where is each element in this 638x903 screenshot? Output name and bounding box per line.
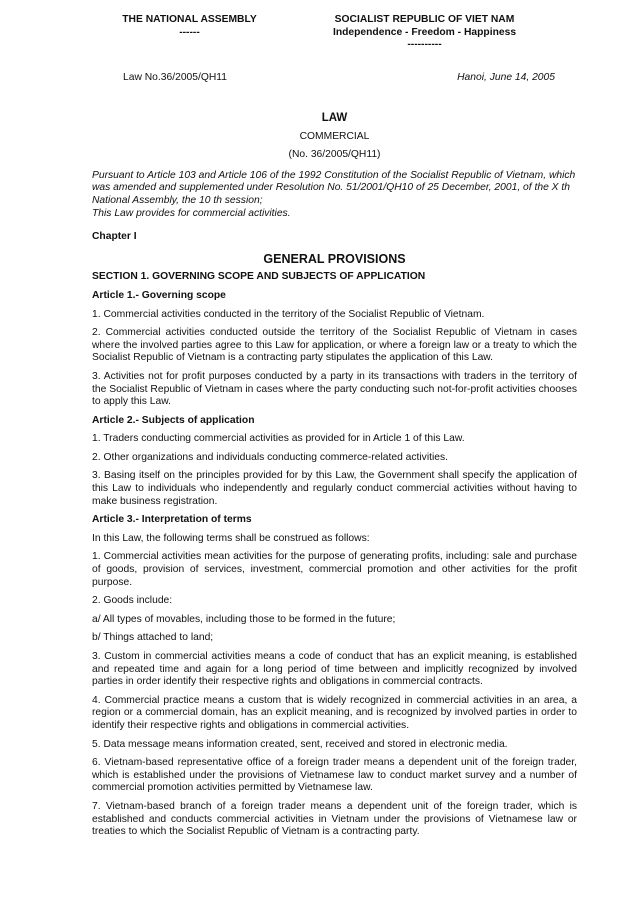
article-3-para: 5. Data message means information created, sent, received and stored in electronic media. bbox=[92, 738, 508, 750]
article-1-heading: Article 1.- Governing scope bbox=[92, 289, 226, 301]
law-name: COMMERCIAL bbox=[299, 130, 370, 142]
article-3-para: 4. Commercial practice means a custom that is widely recognized in commercial activities in an area, a region or a commercial domain, has an explicit meaning, and is recognized by involved parties in order to identify their respective rights and obligations in commercial activities. bbox=[92, 694, 577, 731]
article-3-para: 3. Custom in commercial activities means a code of conduct that has an explicit meaning, is established and repeated time and again for a long period of time between and implicitly recognized by involved parties in order identify their respective rights and obligations in commercial contracts. bbox=[92, 651, 577, 688]
chapter-label: Chapter I bbox=[92, 231, 137, 243]
section-heading: SECTION 1. GOVERNING SCOPE AND SUBJECTS OF APPLICATION bbox=[92, 271, 426, 283]
article-1-para: 3. Activities not for profit purposes conducted by a party in its transactions with traders in the territory of the Socialist Republic of Vietnam in cases where the party conducting such not-for-profit activities chooses to apply this Law. bbox=[92, 370, 577, 408]
law-heading: LAW bbox=[321, 112, 348, 124]
article-2-para: 3. Basing itself on the principles provided for by this Law, the Government shall specify the application of this Law to individuals who independently and regularly conduct commercial activities without having to make business registration. bbox=[92, 470, 577, 507]
article-3-heading: Article 3.- Interpretation of terms bbox=[92, 514, 252, 526]
law-code: (No. 36/2005/QH11) bbox=[288, 149, 381, 161]
law-number: Law No.36/2005/QH11 bbox=[123, 72, 227, 83]
article-3-para: 2. Goods include: bbox=[92, 595, 173, 607]
document-header bbox=[92, 14, 577, 86]
preamble-scope: This Law provides for commercial activities. bbox=[92, 207, 291, 219]
state-title: SOCIALIST REPUBLIC OF VIET NAM bbox=[334, 14, 515, 25]
preamble bbox=[92, 170, 577, 220]
article-3-para: 6. Vietnam-based representative office of a foreign trader means a dependent unit of the foreign trader, which is established under the provisions of Vietnamese law to conduct market survey and a number of commercial promotion activities permitted by Vietnamese law. bbox=[92, 757, 577, 794]
article-1-para: 1. Commercial activities conducted in the territory of the Socialist Republic of Vietnam. bbox=[92, 308, 485, 320]
article-3-para: b/ Things attached to land; bbox=[92, 632, 214, 644]
article-3-para: In this Law, the following terms shall be construed as follows: bbox=[92, 532, 370, 544]
issuer-title: THE NATIONAL ASSEMBLY bbox=[122, 14, 257, 25]
issue-date: Hanoi, June 14, 2005 bbox=[457, 72, 555, 83]
state-dash: ---------- bbox=[407, 39, 442, 51]
article-2-heading: Article 2.- Subjects of application bbox=[92, 414, 255, 426]
issuer-dash: ------ bbox=[179, 26, 200, 38]
issuer-block bbox=[102, 14, 277, 39]
chapter-title: GENERAL PROVISIONS bbox=[263, 251, 406, 266]
state-motto: Independence - Freedom - Happiness bbox=[332, 26, 517, 38]
article-3-para: 7. Vietnam-based branch of a foreign trader means a dependent unit of the foreign trader, which is established and conducts commercial activities in Vietnam under the provisions of Vietnamese law or treaties to which the Socialist Republic of Vietnam is a contracting party. bbox=[92, 800, 577, 838]
article-3-para: 1. Commercial activities mean activities for the purpose of generating profits, including: sale and purchase of goods, provision of services, investment, commercial promotion and other activities for the profit purpose. bbox=[92, 551, 577, 588]
document-page bbox=[92, 14, 577, 839]
state-block bbox=[297, 14, 552, 52]
preamble-basis: Pursuant to Article 103 and Article 106 of the 1992 Constitution of the Socialist Republic of Vietnam, which was amended and supplemented under Resolution No. 51/2001/QH10 of 25 December, 2001, of the X th National Assembly, the 10 th session; bbox=[92, 169, 576, 206]
article-3-para: a/ All types of movables, including those to be formed in the future; bbox=[92, 613, 396, 625]
article-1-para: 2. Commercial activities conducted outside the territory of the Socialist Republic of Vietnam in cases where the involved parties agree to this Law for application, or where a foreign law or a treaty to which the Socialist Republic of Vietnam is a contracting party stipulates the application of this Law. bbox=[92, 327, 577, 364]
article-2-para: 2. Other organizations and individuals conducting commerce-related activities. bbox=[92, 451, 448, 463]
article-2-para: 1. Traders conducting commercial activities as provided for in Article 1 of this Law. bbox=[92, 433, 465, 445]
